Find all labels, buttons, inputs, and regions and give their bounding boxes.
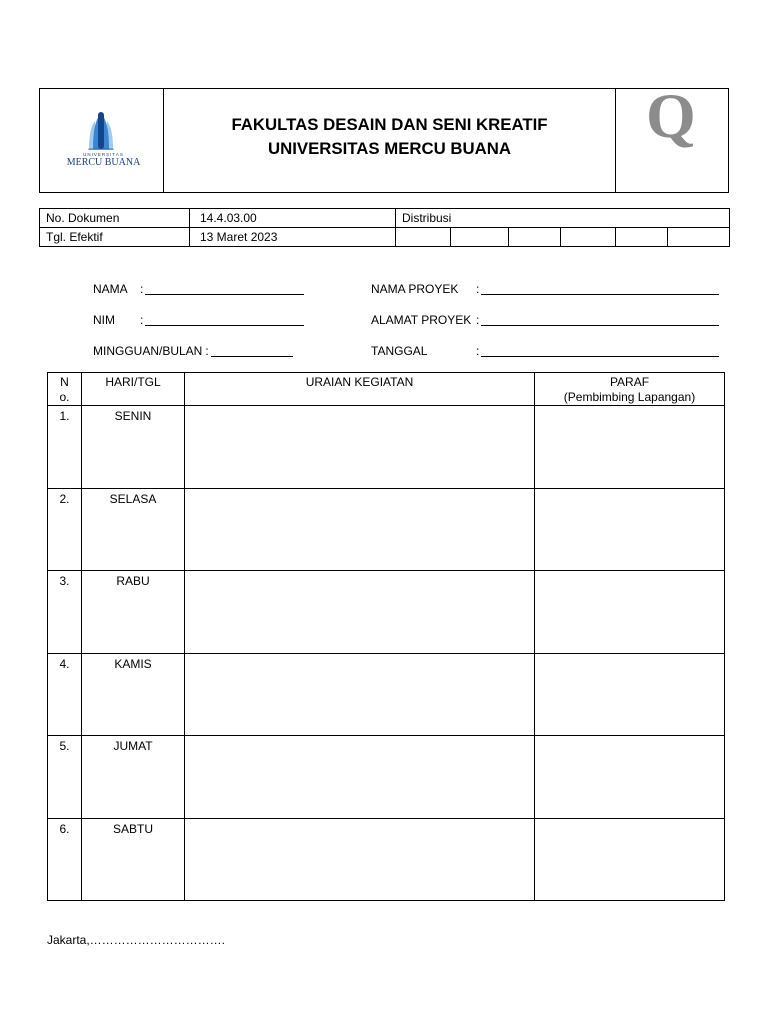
row-number: 6. <box>48 818 82 901</box>
alamat-proyek-colon: : <box>476 313 480 327</box>
table-row <box>48 736 725 819</box>
doc-row-date <box>40 228 730 247</box>
alamat-proyek-field <box>371 313 719 328</box>
paraf-cell <box>535 736 725 819</box>
table-row <box>48 818 725 901</box>
distribusi-cell <box>396 228 451 247</box>
distribusi-cell <box>668 228 730 247</box>
distribusi-label: Distribusi <box>396 209 730 228</box>
tanggal-field <box>371 344 719 359</box>
nama-label: NAMA <box>93 282 128 296</box>
quality-mark-cell <box>616 89 728 192</box>
quality-mark-logo: Q <box>646 89 696 151</box>
doc-row-number <box>40 209 730 228</box>
distribusi-cell <box>616 228 668 247</box>
header-paraf-label: PARAF <box>609 375 650 389</box>
header-no-label: No. <box>59 375 70 404</box>
university-title: UNIVERSITAS MERCU BUANA <box>267 139 512 158</box>
tanggal-blank-line <box>481 344 719 357</box>
nim-colon: : <box>140 313 144 327</box>
periode-blank-line <box>211 344 293 357</box>
paraf-cell <box>535 653 725 736</box>
table-header-row <box>48 373 725 406</box>
nama-proyek-label: NAMA PROYEK <box>371 282 459 296</box>
row-number: 2. <box>48 488 82 571</box>
no-dokumen-value: 14.4.03.00 <box>190 209 396 228</box>
uraian-cell <box>185 818 535 901</box>
row-number: 5. <box>48 736 82 819</box>
uraian-cell <box>185 571 535 654</box>
place-date-line: Jakarta,……………………………. <box>47 933 226 947</box>
table-row <box>48 488 725 571</box>
header-box <box>39 88 729 193</box>
uraian-cell <box>185 406 535 489</box>
paraf-cell <box>535 571 725 654</box>
header-uraian-kegiatan: URAIAN KEGIATAN <box>185 373 535 406</box>
uraian-cell <box>185 653 535 736</box>
header-paraf-sublabel: (Pembimbing Lapangan) <box>563 390 696 404</box>
logo-cell <box>40 89 164 192</box>
nama-proyek-blank-line <box>481 282 719 295</box>
row-day: SABTU <box>82 818 185 901</box>
table-row <box>48 406 725 489</box>
activity-table <box>47 372 725 901</box>
alamat-proyek-blank-line <box>481 313 719 326</box>
uraian-cell <box>185 488 535 571</box>
tanggal-label: TANGGAL <box>371 344 428 358</box>
nama-proyek-field <box>371 282 719 297</box>
header-no <box>48 373 82 406</box>
row-day: KAMIS <box>82 653 185 736</box>
table-row <box>48 653 725 736</box>
uraian-cell <box>185 736 535 819</box>
header-paraf <box>535 373 725 406</box>
alamat-proyek-label: ALAMAT PROYEK <box>371 313 472 327</box>
faculty-title: FAKULTAS DESAIN DAN SENI KREATIF <box>231 115 548 134</box>
no-dokumen-label: No. Dokumen <box>40 209 190 228</box>
nim-field <box>93 313 304 328</box>
distribusi-cell <box>451 228 509 247</box>
tgl-efektif-label: Tgl. Efektif <box>40 228 190 247</box>
document-info-table <box>39 208 730 247</box>
header-title-cell <box>164 89 616 192</box>
periode-label: MINGGUAN/BULAN <box>93 344 203 358</box>
paraf-cell <box>535 406 725 489</box>
row-day: SELASA <box>82 488 185 571</box>
row-number: 3. <box>48 571 82 654</box>
paraf-cell <box>535 488 725 571</box>
tgl-efektif-value: 13 Maret 2023 <box>190 228 396 247</box>
row-day: JUMAT <box>82 736 185 819</box>
nama-colon: : <box>140 282 144 296</box>
header-hari-tgl: HARI/TGL <box>82 373 185 406</box>
nama-proyek-colon: : <box>476 282 480 296</box>
nim-blank-line <box>145 313 304 326</box>
row-number: 1. <box>48 406 82 489</box>
row-day: RABU <box>82 571 185 654</box>
tanggal-colon: : <box>476 344 480 358</box>
row-number: 4. <box>48 653 82 736</box>
logo-text-universitas: UNIVERSITAS <box>83 152 124 157</box>
nama-blank-line <box>145 282 304 295</box>
nama-field <box>93 282 304 297</box>
university-logo-icon <box>88 111 114 151</box>
logo-text-mercu-buana: MERCU BUANA <box>66 157 141 168</box>
nim-label: NIM <box>93 313 115 327</box>
distribusi-cell <box>509 228 561 247</box>
row-day: SENIN <box>82 406 185 489</box>
periode-field <box>93 344 293 359</box>
periode-colon: : <box>205 344 209 358</box>
table-row <box>48 571 725 654</box>
distribusi-cell <box>561 228 616 247</box>
paraf-cell <box>535 818 725 901</box>
